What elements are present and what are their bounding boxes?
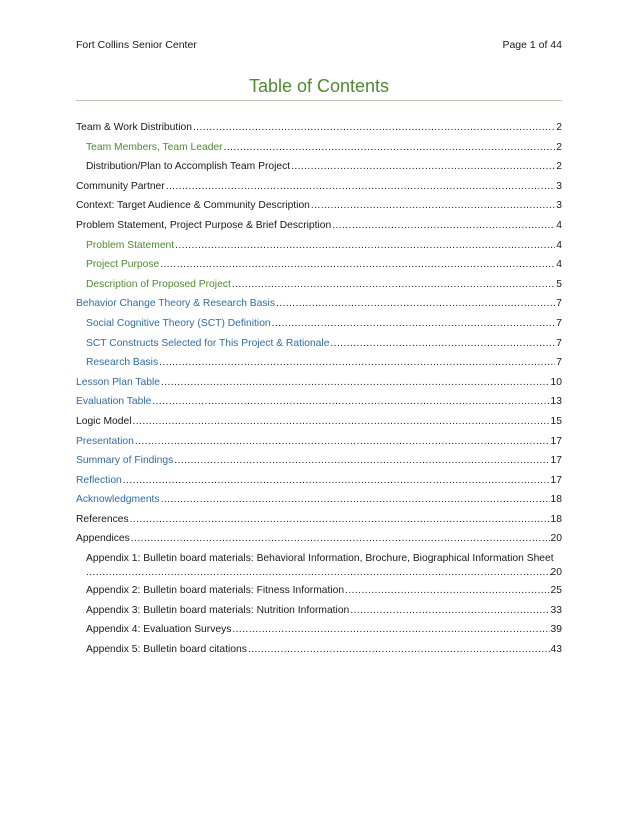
dot-leader (131, 529, 550, 549)
dot-leader (86, 566, 551, 580)
toc-entry-page-number: 20 (550, 533, 562, 545)
toc-entry-appendices[interactable] (76, 529, 562, 549)
toc-entry-page-number: 4 (556, 219, 562, 231)
toc-entry-label: Appendix 3: Bulletin board materials: Nutrition Information (86, 604, 350, 616)
toc-entry-social-cognitive-theory-sct-definition[interactable] (76, 314, 562, 334)
toc-entry-label: Summary of Findings (76, 455, 174, 467)
toc-entry-lesson-plan-table[interactable] (76, 373, 562, 393)
toc-entry-evaluation-table[interactable] (76, 392, 562, 412)
toc-entry-label: Acknowledgments (76, 494, 160, 506)
page-header (76, 39, 562, 53)
toc-entry-problem-statement[interactable] (76, 236, 562, 256)
toc-entry-page-number: 13 (550, 396, 562, 408)
toc-entry-page-number: 7 (556, 337, 562, 349)
toc-entry-logic-model[interactable] (76, 412, 562, 432)
toc-entry-label: Evaluation Table (76, 396, 152, 408)
toc-entry-page-number: 39 (550, 624, 562, 636)
toc-entry-research-basis[interactable] (76, 353, 562, 373)
dot-leader (350, 601, 549, 621)
dot-leader (130, 510, 550, 530)
dot-leader (272, 314, 556, 334)
toc-entry-appendix-3[interactable] (76, 601, 562, 621)
toc-entry-page-number: 2 (556, 141, 562, 153)
toc-entry-problem-statement-project-purpose-brief-description[interactable] (76, 216, 562, 236)
dot-leader (174, 451, 549, 471)
toc-entry-page-number: 17 (550, 455, 562, 467)
toc-entry-label: Problem Statement (86, 239, 175, 251)
toc-entry-label: Appendix 4: Evaluation Surveys (86, 624, 232, 636)
dot-leader (232, 620, 549, 640)
toc-entry-behavior-change-theory-research-basis[interactable] (76, 294, 562, 314)
toc-entry-label: Team Members, Team Leader (86, 141, 223, 153)
dot-leader (166, 177, 556, 197)
toc-entry-label: Reflection (76, 474, 122, 486)
dot-leader (345, 581, 549, 601)
toc-entry-label: Social Cognitive Theory (SCT) Definition (86, 317, 271, 329)
table-of-contents (76, 118, 562, 659)
toc-entry-appendix-5[interactable] (76, 640, 562, 660)
toc-entry-description-of-proposed-project[interactable] (76, 275, 562, 295)
toc-entry-team-members-team-leader[interactable] (76, 138, 562, 158)
dot-leader (133, 412, 550, 432)
dot-leader (160, 255, 555, 275)
toc-entry-page-number: 3 (556, 200, 562, 212)
toc-entry-sct-constructs-selected-for-this-project-rationale[interactable] (76, 334, 562, 354)
header-organization: Fort Collins Senior Center (76, 39, 197, 51)
toc-entry-page-number: 18 (550, 513, 562, 525)
toc-entry-label: Appendix 5: Bulletin board citations (86, 643, 247, 655)
toc-entry-page-number: 7 (556, 298, 562, 310)
toc-entry-label: Project Purpose (86, 259, 160, 271)
toc-entry-label: Context: Target Audience & Community Description (76, 200, 310, 212)
dot-leader (311, 196, 555, 216)
dot-leader (276, 294, 555, 314)
toc-entry-page-number: 2 (556, 161, 562, 173)
dot-leader (330, 334, 555, 354)
dot-leader (123, 471, 550, 491)
toc-entry-appendix-2[interactable] (76, 581, 562, 601)
toc-entry-page-number: 3 (556, 180, 562, 192)
toc-entry-page-number: 10 (550, 376, 562, 388)
header-page-number: Page 1 of 44 (502, 39, 562, 51)
toc-entry-page-number: 20 (550, 567, 562, 579)
toc-entry-label: Problem Statement, Project Purpose & Brief Description (76, 219, 332, 231)
dot-leader (135, 432, 550, 452)
toc-entry-label: Community Partner (76, 180, 165, 192)
toc-entry-label: SCT Constructs Selected for This Project & Rationale (86, 337, 330, 349)
toc-entry-label: Lesson Plan Table (76, 376, 160, 388)
toc-entry-team-work-distribution[interactable] (76, 118, 562, 138)
toc-entry-page-number: 7 (556, 357, 562, 369)
dot-leader (291, 157, 555, 177)
toc-entry-distribution-plan-to-accomplish-team-project[interactable] (76, 157, 562, 177)
toc-entry-page-number: 7 (556, 317, 562, 329)
toc-entry-label: Behavior Change Theory & Research Basis (76, 298, 275, 310)
toc-entry-page-number: 15 (550, 415, 562, 427)
toc-entry-label: Description of Proposed Project (86, 278, 231, 290)
toc-entry-label: References (76, 513, 129, 525)
dot-leader (175, 236, 555, 256)
toc-entry-label: Research Basis (86, 357, 159, 369)
toc-entry-page-number: 25 (550, 585, 562, 597)
dot-leader (159, 353, 555, 373)
toc-entry-references[interactable] (76, 510, 562, 530)
toc-entry-page-number: 17 (550, 435, 562, 447)
toc-entry-page-number: 17 (550, 474, 562, 486)
toc-entry-page-number: 4 (556, 259, 562, 271)
toc-entry-label: Appendices (76, 533, 130, 545)
toc-entry-context-target-audience-community-description[interactable] (76, 196, 562, 216)
toc-entry-acknowledgments[interactable] (76, 490, 562, 510)
dot-leader (332, 216, 555, 236)
toc-entry-page-number: 2 (556, 122, 562, 133)
toc-entry-page-number: 43 (550, 643, 562, 655)
toc-entry-label: Appendix 1: Bulletin board materials: Behavioral Information, Brochure, Biographical Information Sheet (86, 553, 554, 565)
toc-entry-page-number: 33 (550, 604, 562, 616)
dot-leader (248, 640, 550, 660)
toc-entry-project-purpose[interactable] (76, 255, 562, 275)
toc-entry-presentation[interactable] (76, 432, 562, 452)
toc-entry-appendix-4[interactable] (76, 620, 562, 640)
title-divider (76, 100, 562, 101)
dot-leader (152, 392, 549, 412)
toc-entry-label: Presentation (76, 435, 134, 447)
dot-leader (161, 373, 550, 393)
dot-leader (161, 490, 550, 510)
toc-entry-label: Team & Work Distribution (76, 122, 192, 133)
toc-entry-continuation (86, 566, 562, 580)
page-title: Table of Contents (248, 76, 390, 96)
toc-entry-label: Appendix 2: Bulletin board materials: Fitness Information (86, 585, 345, 597)
toc-entry-page-number: 4 (556, 239, 562, 251)
dot-leader (224, 138, 556, 158)
toc-entry-label: Distribution/Plan to Accomplish Team Project (86, 161, 291, 173)
dot-leader (232, 275, 555, 295)
toc-entry-appendix-1[interactable] (76, 549, 562, 581)
dot-leader (193, 118, 555, 138)
toc-entry-reflection[interactable] (76, 471, 562, 491)
toc-entry-summary-of-findings[interactable] (76, 451, 562, 471)
toc-entry-page-number: 18 (550, 494, 562, 506)
toc-entry-label: Logic Model (76, 415, 132, 427)
toc-entry-community-partner[interactable] (76, 177, 562, 197)
toc-entry-page-number: 5 (556, 278, 562, 290)
